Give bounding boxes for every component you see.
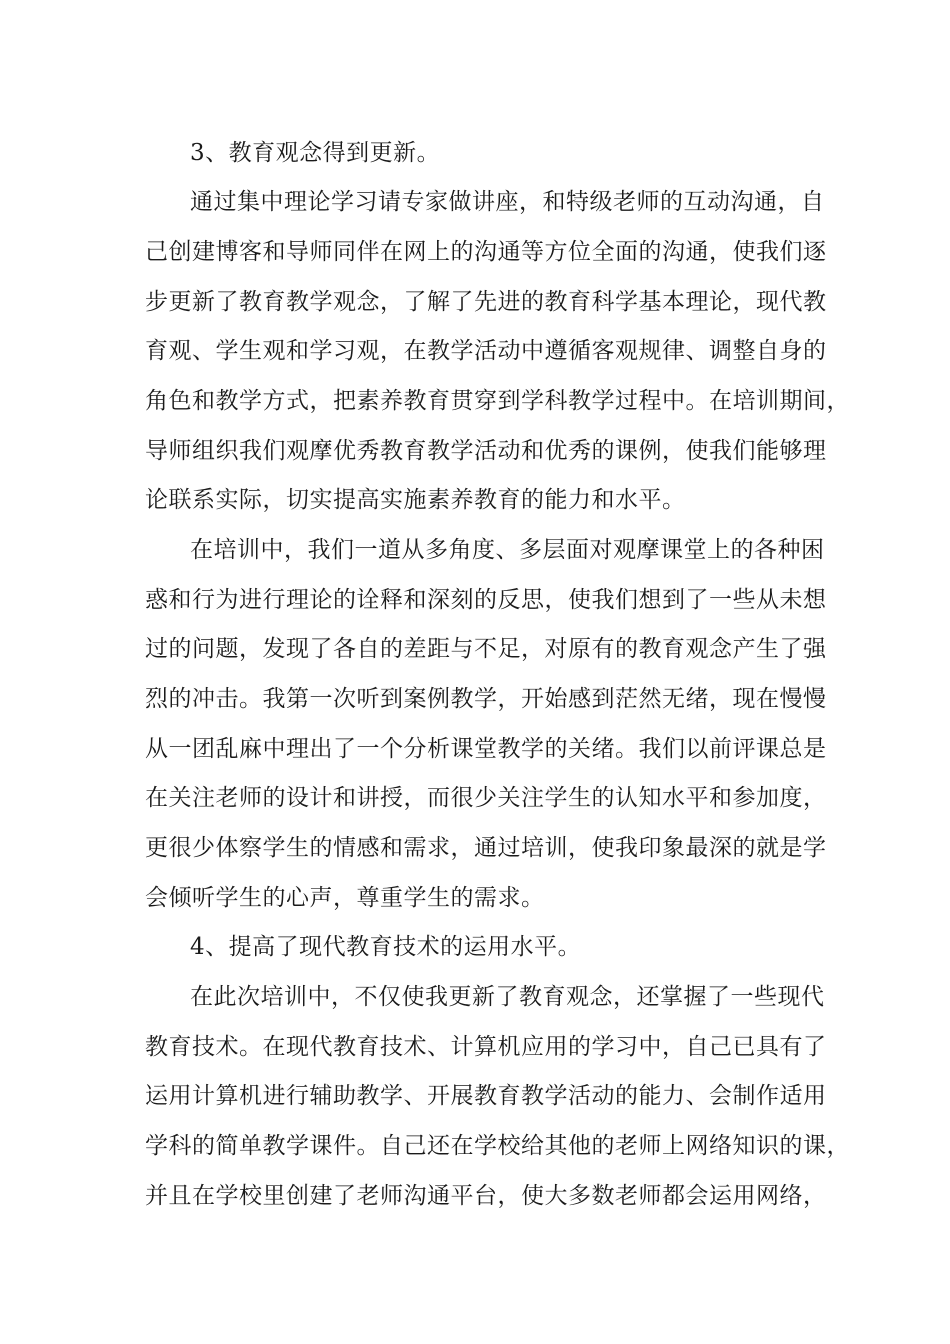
paragraph-line: 导师组织我们观摩优秀教育教学活动和优秀的课例，使我们能够理 — [145, 438, 827, 464]
paragraph-line: 过的问题，发现了各自的差距与不足，对原有的教育观念产生了强 — [145, 636, 827, 662]
paragraph-line: 更很少体察学生的情感和需求，通过培训，使我印象最深的就是学 — [145, 835, 827, 861]
paragraph-line: 运用计算机进行辅助教学、开展教育教学活动的能力、会制作适用 — [145, 1083, 827, 1109]
heading-3: 3、教育观念得到更新。 — [190, 140, 441, 166]
paragraph-line: 惑和行为进行理论的诠释和深刻的反思，使我们想到了一些从未想 — [145, 587, 827, 613]
paragraph-line: 并且在学校里创建了老师沟通平台，使大多数老师都会运用网络， — [145, 1183, 827, 1209]
heading-4: 4、提高了现代教育技术的运用水平。 — [190, 934, 582, 960]
paragraph-line: 论联系实际，切实提高实施素养教育的能力和水平。 — [145, 487, 686, 513]
paragraph-line: 烈的冲击。我第一次听到案例教学，开始感到茫然无绪，现在慢慢 — [145, 686, 827, 712]
paragraph-line: 育观、学生观和学习观，在教学活动中遵循客观规律、调整自身的 — [145, 338, 827, 364]
paragraph-line: 在关注老师的设计和讲授，而很少关注学生的认知水平和参加度， — [145, 785, 827, 811]
paragraph-line: 教育技术。在现代教育技术、计算机应用的学习中，自己已具有了 — [145, 1034, 827, 1060]
paragraph-line: 角色和教学方式，把素养教育贯穿到学科教学过程中。在培训期间， — [145, 388, 850, 414]
paragraph-line: 在此次培训中，不仅使我更新了教育观念，还掌握了一些现代 — [190, 984, 825, 1010]
paragraph-line: 步更新了教育教学观念，了解了先进的教育科学基本理论，现代教 — [145, 289, 827, 315]
paragraph-line: 会倾听学生的心声，尊重学生的需求。 — [145, 885, 545, 911]
paragraph-line: 在培训中，我们一道从多角度、多层面对观摩课堂上的各种困 — [190, 537, 825, 563]
paragraph-line: 通过集中理论学习请专家做讲座，和特级老师的互动沟通，自 — [190, 189, 825, 215]
paragraph-line: 己创建博客和导师同伴在网上的沟通等方位全面的沟通，使我们逐 — [145, 239, 827, 265]
paragraph-line: 学科的简单教学课件。自己还在学校给其他的老师上网络知识的课， — [145, 1133, 850, 1159]
paragraph-line: 从一团乱麻中理出了一个分析课堂教学的关绪。我们以前评课总是 — [145, 736, 827, 762]
